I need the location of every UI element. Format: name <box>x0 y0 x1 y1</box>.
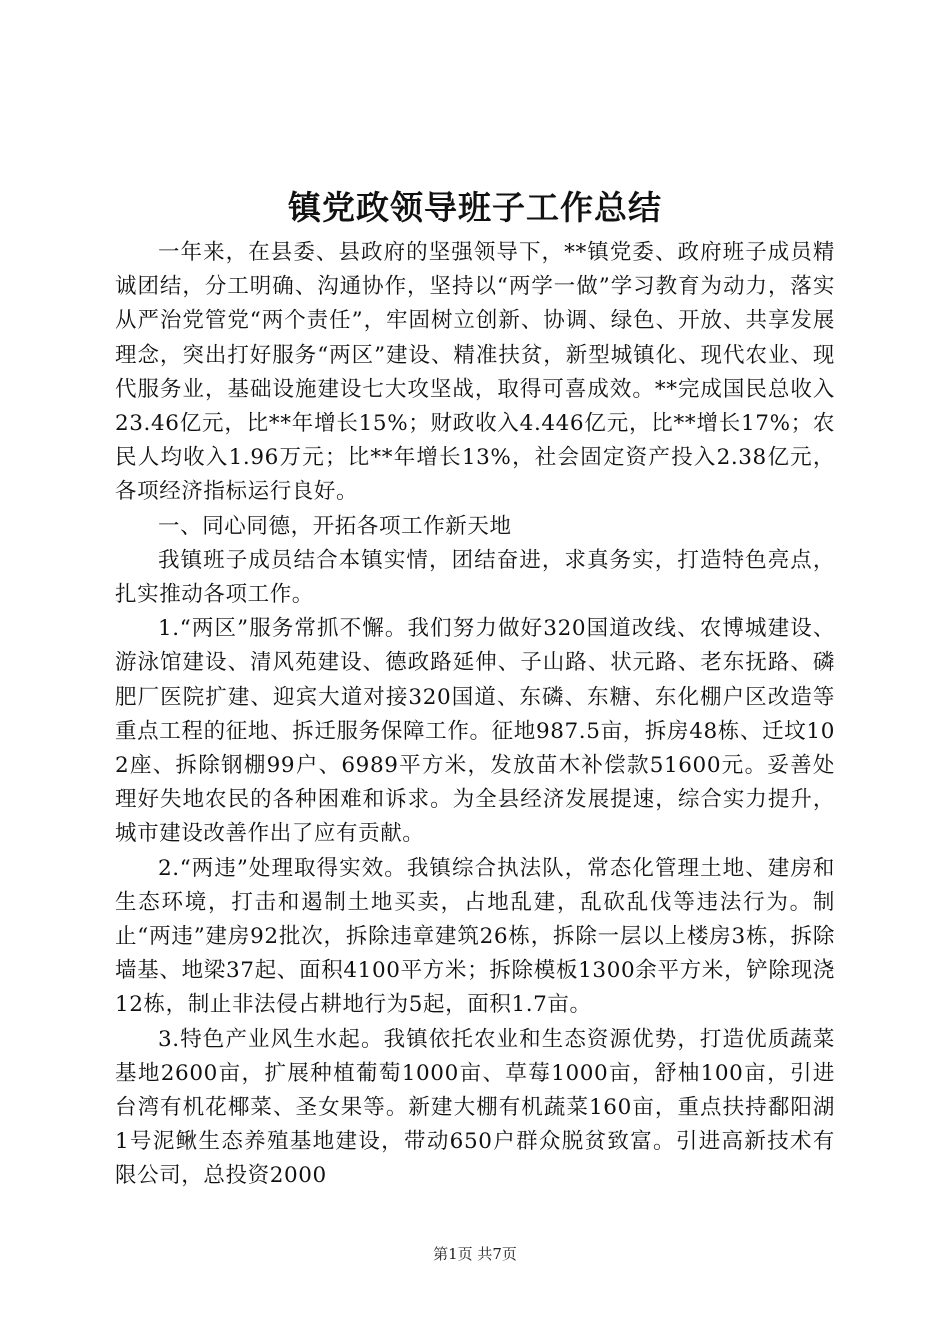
section-heading: 一、同心同德，开拓各项工作新天地 <box>158 513 512 539</box>
section-intro-paragraph: 我镇班子成员结合本镇实情，团结奋进，求真务实，打造特色亮点，扎实推动各项工作。 <box>115 547 835 608</box>
page-number-footer: 第1页 共7页 <box>433 1245 517 1263</box>
document-body <box>115 236 835 1194</box>
item-1-paragraph: 1.“两区”服务常抓不懈。我们努力做好320国道改线、农博城建设、游泳馆建设、清风苑建设、德政路延伸、子山路、状元路、老东抚路、磷肥厂医院扩建、迎宾大道对接320国道、东磷、东糖、东化棚户区改造等重点工程的征地、拆迁服务保障工作。征地987.5亩，拆房48栋、迁坟102座、拆除钢棚99户、6989平方米，发放苗木补偿款51600元。妥善处理好失地农民的各种困难和诉求。为全县经济发展提速，综合实力提升，城市建设改善作出了应有贡献。 <box>115 616 835 847</box>
item-2-paragraph: 2.“两违”处理取得实效。我镇综合执法队，常态化管理土地、建房和生态环境，打击和遏制土地买卖，占地乱建，乱砍乱伐等违法行为。制止“两违”建房92批次，拆除违章建筑26栋，拆除一层以上楼房3栋，拆除墙基、地梁37起、面积4100平方米；拆除模板1300余平方米，铲除现浇12栋，制止非法侵占耕地行为5起，面积1.7亩。 <box>115 855 835 1018</box>
intro-paragraph: 一年来，在县委、县政府的坚强领导下，**镇党委、政府班子成员精诚团结，分工明确、沟通协作，坚持以“两学一做”学习教育为动力，落实从严治党管党“两个责任”，牢固树立创新、协调、绿色、开放、共享发展理念，突出打好服务“两区”建设、精准扶贫，新型城镇化、现代农业、现代服务业，基础设施建设七大攻坚战，取得可喜成效。**完成国民总收入23.46亿元，比**年增长15%；财政收入4.446亿元，比**增长17%；农民人均收入1.96万元；比**年增长13%，社会固定资产投入2.38亿元，各项经济指标运行良好。 <box>115 240 835 505</box>
item-3-paragraph: 3.特色产业风生水起。我镇依托农业和生态资源优势，打造优质蔬菜基地2600亩，扩展种植葡萄1000亩、草莓1000亩，舒柚100亩，引进台湾有机花椰菜、圣女果等。新建大棚有机蔬菜160亩，重点扶持鄱阳湖1号泥鳅生态养殖基地建设，带动650户群众脱贫致富。引进高新技术有限公司，总投资2000 <box>115 1026 835 1189</box>
document-title: 镇党政领导班子工作总结 <box>288 188 662 227</box>
